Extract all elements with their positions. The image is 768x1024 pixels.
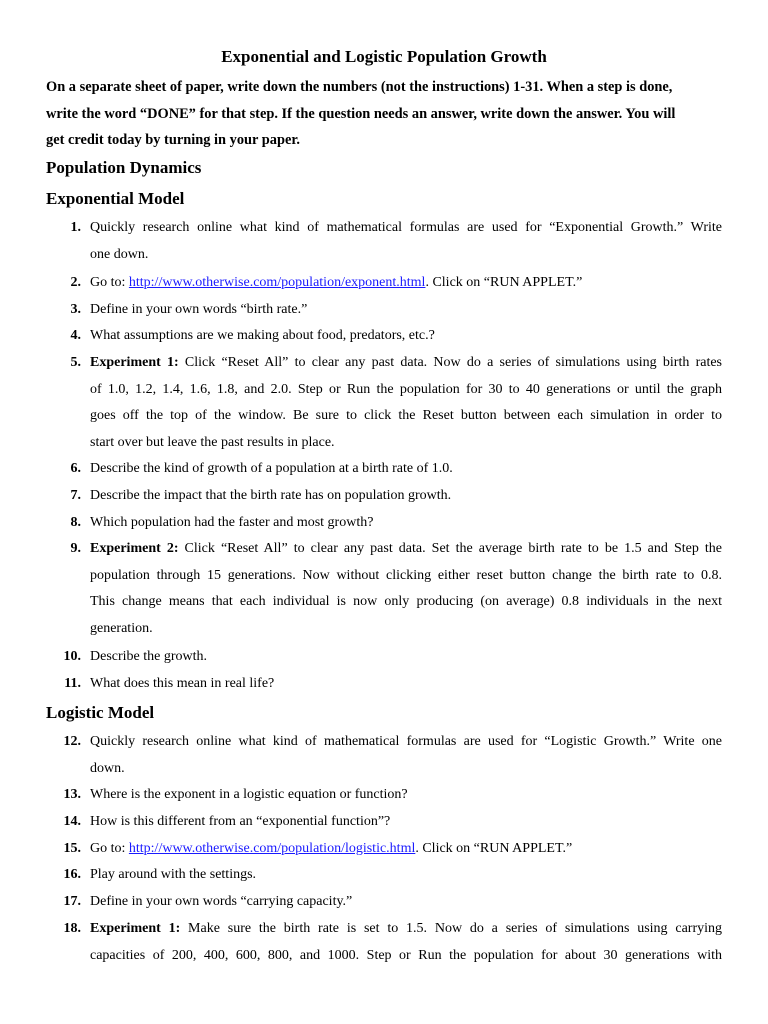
item-text <box>90 671 722 698</box>
item-number: 7. <box>70 488 81 503</box>
item-number: 3. <box>70 302 81 317</box>
logistic-applet-link[interactable]: http://www.otherwise.com/population/logistic.html <box>128 841 416 856</box>
item-line: What does this mean in real life? <box>90 676 275 691</box>
item-line: Quickly research online what kind of mathematical formulas are used for “Logistic Growth.” Write one <box>90 734 722 749</box>
item-line: How is this different from an “exponential function”? <box>90 814 391 829</box>
heading-exponential-model: Exponential Model <box>46 189 185 208</box>
item-line: Play around with the settings. <box>90 867 257 882</box>
item-text-segment: . Click on “RUN APPLET.” <box>425 275 583 290</box>
item-text <box>90 510 722 537</box>
item-line: capacities of 200, 400, 600, 800, and 1000. Step or Run the population for about 30 generations with <box>90 947 722 963</box>
item-line: start over but leave the past results in place. <box>90 435 335 451</box>
item-text <box>90 483 722 510</box>
item-line: Which population had the faster and most growth? <box>90 515 374 530</box>
item-number: 16. <box>63 867 81 882</box>
item-number: 13. <box>63 787 81 802</box>
experiment-label: Experiment 1: <box>90 921 181 936</box>
item-line: This change means that each individual is now only producing (on average) 0.8 individuals in the next <box>90 594 722 610</box>
item-line: down. <box>90 760 125 776</box>
item-text <box>90 297 722 324</box>
item-text <box>90 644 722 671</box>
item-line: Describe the growth. <box>90 649 208 664</box>
intro-line: get credit today by turning in your paper. <box>46 132 300 148</box>
item-line: What assumptions are we making about food, predators, etc.? <box>90 328 435 343</box>
item-number: 14. <box>63 814 81 829</box>
item-number: 6. <box>70 461 81 476</box>
item-number: 9. <box>70 541 81 556</box>
item-number: 11. <box>64 676 81 691</box>
item-line: goes off the top of the window. Be sure to click the Reset button between each simulation in order to <box>90 408 722 424</box>
item-line: of 1.0, 1.2, 1.4, 1.6, 1.8, and 2.0. Step or Run the population for 30 to 40 generations or until the graph <box>90 381 722 397</box>
item-line: population through 15 generations. Now without clicking either reset button change the birth rate to 0.8. <box>90 567 722 583</box>
item-line: Define in your own words “birth rate.” <box>90 302 308 317</box>
item-text <box>90 729 722 782</box>
item-text <box>90 215 722 268</box>
item-number: 4. <box>70 328 81 343</box>
item-text-segment: Click “Reset All” to clear any past data. Set the average birth rate to be 1.5 and Step the <box>178 541 723 556</box>
item-line <box>90 536 722 563</box>
item-text-segment: Click “Reset All” to clear any past data. Now do a series of simulations using birth rates <box>178 355 722 370</box>
item-text <box>90 889 722 916</box>
item-text <box>90 836 722 863</box>
experiment-label: Experiment 1: <box>90 355 179 370</box>
intro-line: write the word “DONE” for that step. If the question needs an answer, write down the answer. You will <box>46 105 676 122</box>
heading-population-dynamics: Population Dynamics <box>46 158 202 177</box>
item-line <box>90 350 722 377</box>
item-line: Define in your own words “carrying capacity.” <box>90 894 353 909</box>
item-line: Quickly research online what kind of mathematical formulas are used for “Exponential Growth.” Write <box>90 220 722 235</box>
item-text <box>90 916 722 969</box>
item-text <box>90 536 722 643</box>
item-text <box>90 456 722 483</box>
item-line: Describe the impact that the birth rate has on population growth. <box>90 488 452 503</box>
item-text <box>90 323 722 350</box>
item-number: 15. <box>63 841 81 856</box>
item-text <box>90 782 722 809</box>
item-text-segment: Make sure the birth rate is set to 1.5. Now do a series of simulations using carrying <box>180 921 723 936</box>
item-text <box>90 862 722 889</box>
item-text <box>90 350 722 457</box>
item-number: 5. <box>70 355 81 370</box>
intro-line: On a separate sheet of paper, write down the numbers (not the instructions) 1-31. When a step is done, <box>46 79 673 95</box>
item-number: 2. <box>70 275 81 290</box>
item-line <box>90 270 722 297</box>
item-line: Where is the exponent in a logistic equation or function? <box>90 787 408 802</box>
item-text-segment: Go to: <box>90 275 129 290</box>
item-line <box>90 836 722 863</box>
document-title: Exponential and Logistic Population Growth <box>221 47 547 66</box>
intro-paragraph <box>46 74 726 154</box>
item-text <box>90 809 722 836</box>
item-number: 18. <box>63 921 81 936</box>
item-line: Describe the kind of growth of a population at a birth rate of 1.0. <box>90 461 453 476</box>
experiment-label: Experiment 2: <box>90 541 179 556</box>
item-number: 8. <box>70 515 81 530</box>
item-line: one down. <box>90 246 149 262</box>
item-number: 17. <box>63 894 81 909</box>
item-number: 12. <box>63 734 81 749</box>
item-number: 10. <box>63 649 81 664</box>
item-text <box>90 270 722 297</box>
heading-logistic-model: Logistic Model <box>46 703 155 722</box>
item-text-segment: . Click on “RUN APPLET.” <box>415 841 573 856</box>
item-text-segment: Go to: <box>90 841 129 856</box>
exponent-applet-link[interactable]: http://www.otherwise.com/population/exponent.html <box>128 275 426 290</box>
item-line: generation. <box>90 621 153 637</box>
item-number: 1. <box>70 220 81 235</box>
item-line <box>90 916 722 943</box>
